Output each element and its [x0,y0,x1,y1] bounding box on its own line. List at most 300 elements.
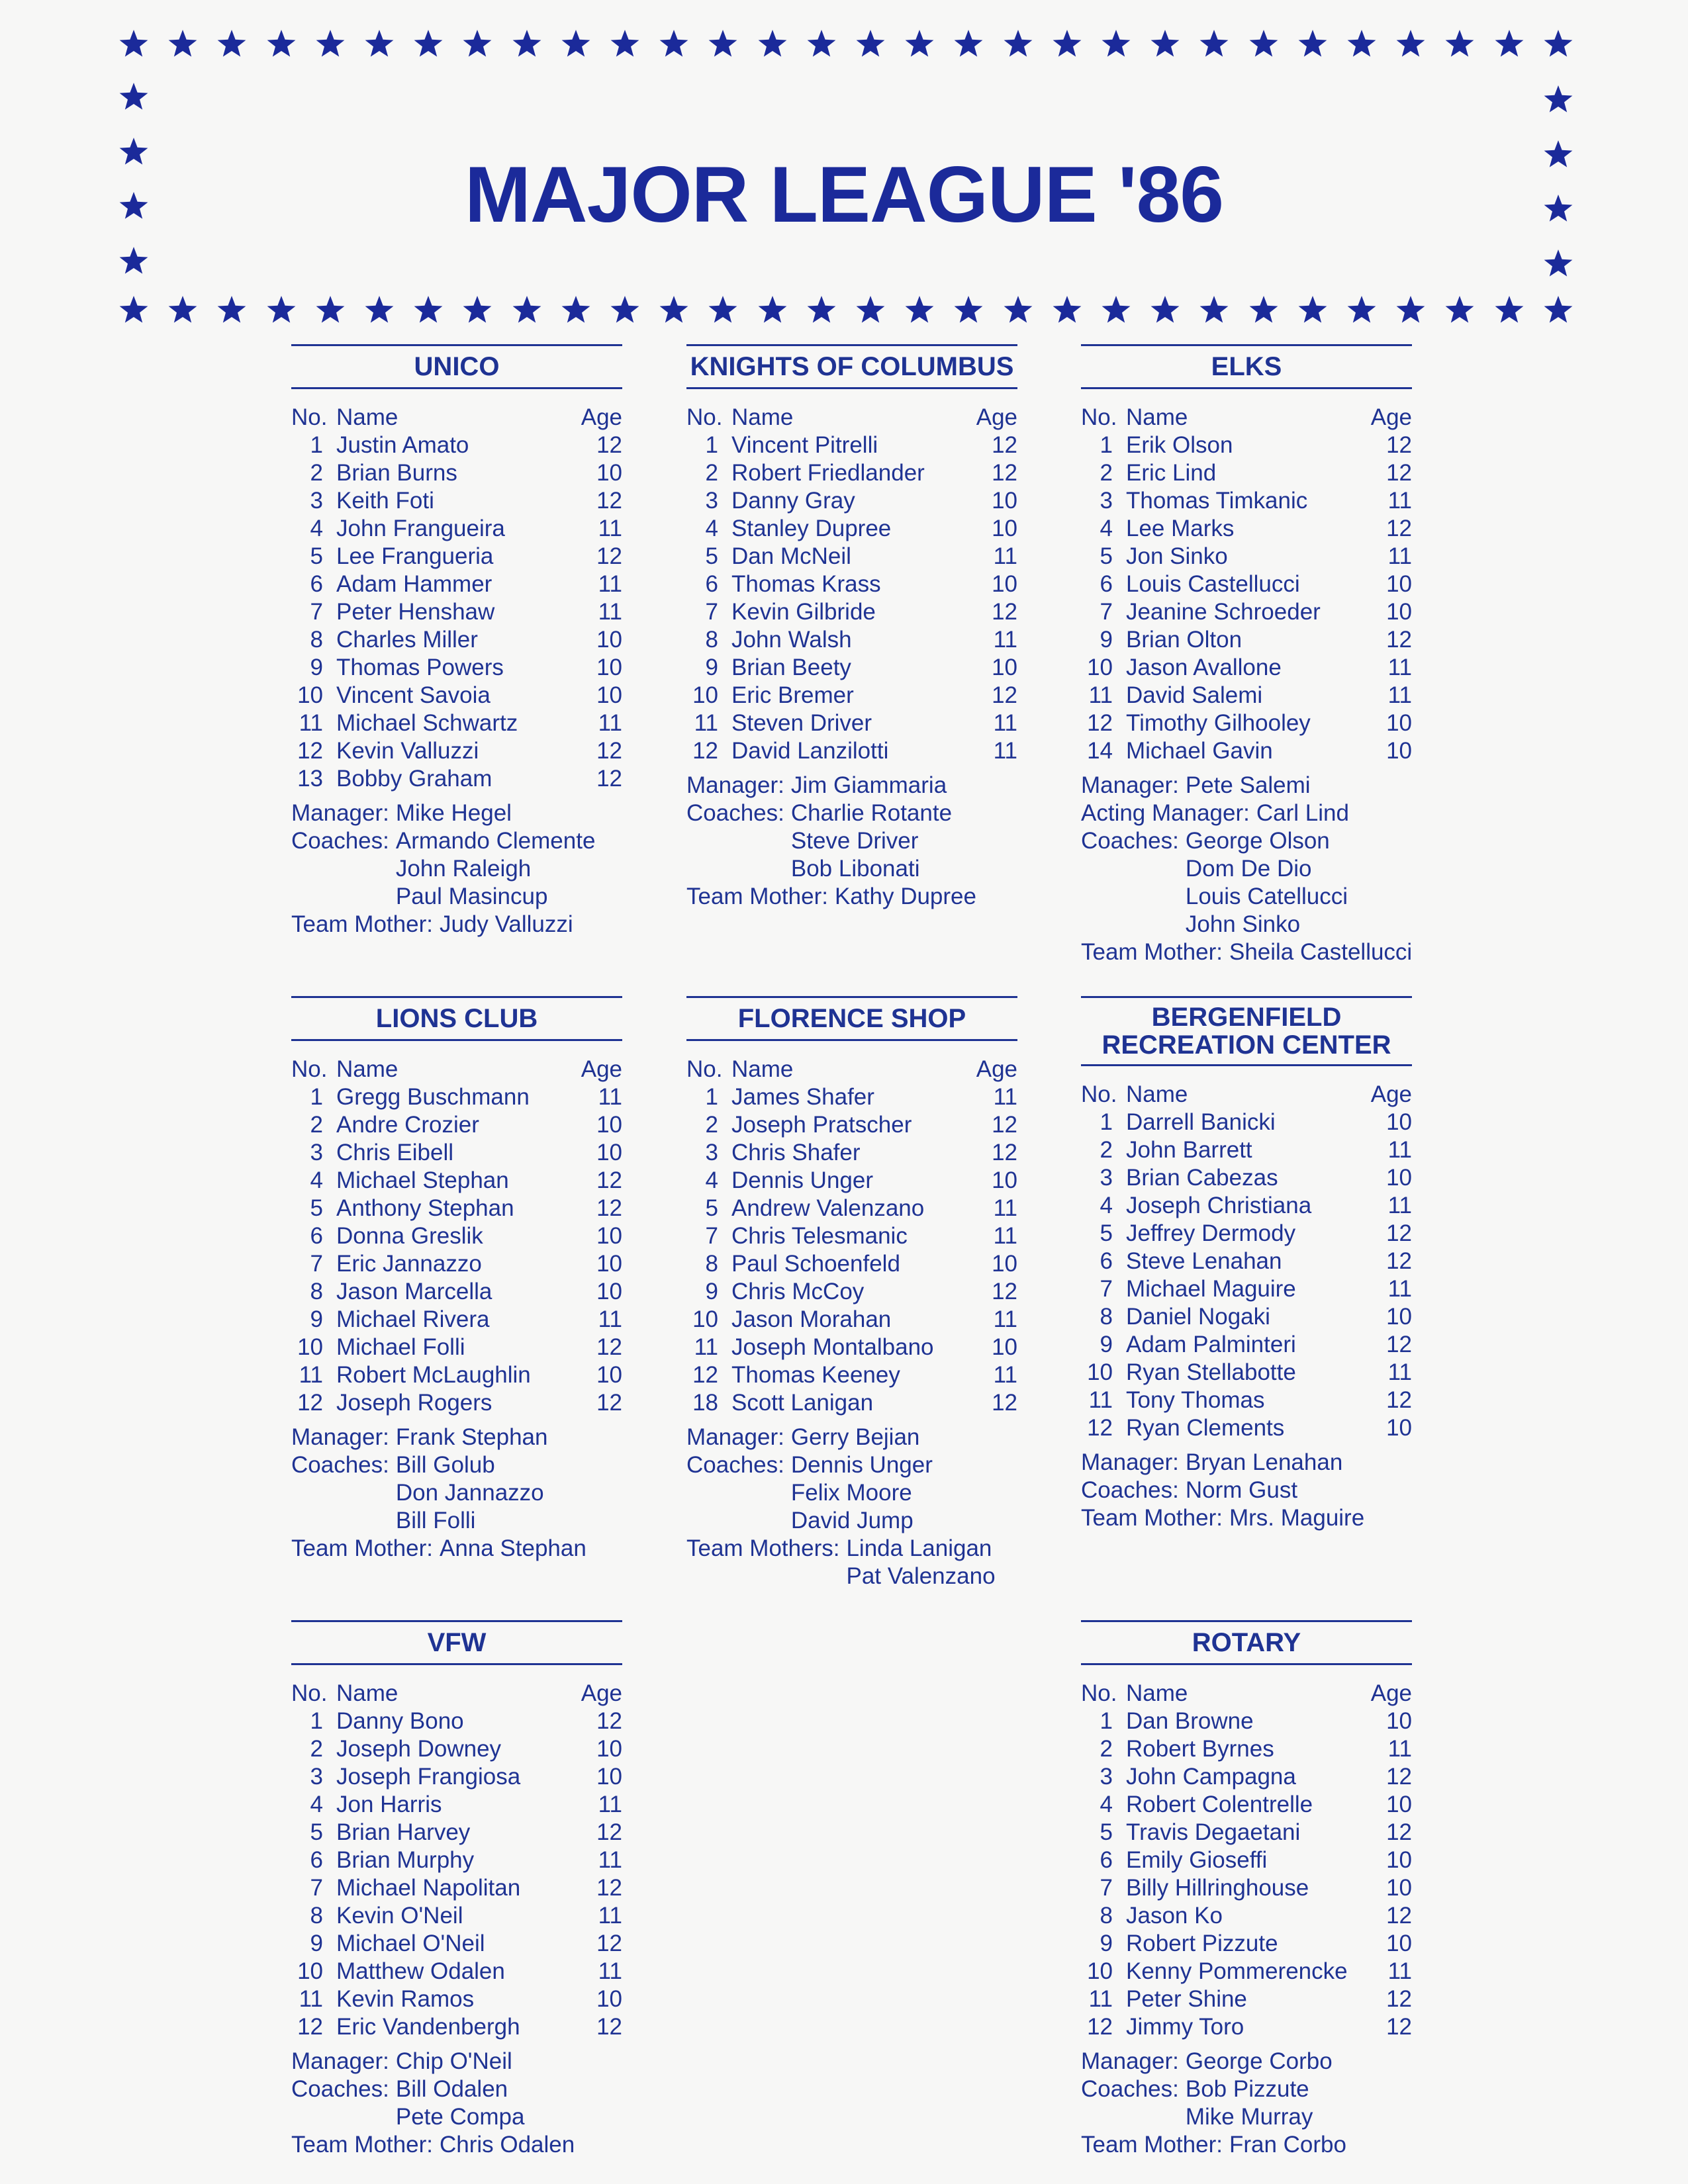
star-icon [707,28,739,60]
player-age: 10 [992,1167,1017,1193]
player-row [686,432,1017,459]
staff-name: Jim Giammaria [790,772,947,798]
player-name: Charles Miller [336,627,478,653]
player-age: 12 [992,682,1017,708]
player-number: 1 [310,432,323,458]
player-age: 12 [992,599,1017,625]
player-number: 9 [310,655,323,680]
player-row [291,1846,622,1874]
staff-name: Dennis Unger [790,1452,933,1478]
player-number: 10 [1087,655,1113,680]
team-title: LIONS CLUB [291,996,622,1041]
player-number: 4 [310,516,323,541]
player-row [1081,1930,1412,1958]
player-name: Steven Driver [731,710,872,736]
player-age: 11 [598,1792,622,1817]
player-number: 11 [1088,682,1113,708]
player-age: 11 [598,1958,622,1984]
player-row [686,1083,1017,1111]
player-row [291,1902,622,1930]
player-number: 10 [297,1334,323,1360]
player-name: Jason Avallone [1126,655,1282,680]
star-icon [118,294,150,326]
staff-name: Paul Masincup [395,884,548,909]
player-age: 12 [596,738,622,764]
player-name: Michael Stephan [336,1167,509,1193]
staff-name: Pete Salemi [1185,772,1311,798]
staff-name: Kathy Dupree [834,884,976,909]
player-name: Thomas Timkanic [1126,488,1308,514]
header-no: No. [1081,1680,1117,1706]
player-age: 12 [992,460,1017,486]
staff-line [1081,1449,1412,1477]
player-row [1081,682,1412,709]
player-age: 10 [596,1251,622,1277]
player-row [291,1819,622,1846]
staff-line [686,1424,1017,1451]
roster-header [291,1680,622,1707]
header-name: Name [1126,404,1188,430]
player-row [686,1278,1017,1306]
player-row [1081,1220,1412,1248]
player-name: Kenny Pommerencke [1126,1958,1348,1984]
player-name: Peter Shine [1126,1986,1247,2012]
player-name: Thomas Krass [731,571,881,597]
player-number: 2 [310,1736,323,1762]
player-age: 12 [1386,432,1412,458]
player-name: Tony Thomas [1126,1387,1265,1413]
staff-name: Mike Hegel [395,800,512,826]
star-icon [461,28,493,60]
staff-name: Mike Murray [1185,2104,1313,2130]
player-number: 12 [297,1390,323,1416]
staff-name: Bill Folli [395,1508,476,1533]
staff-name: Sheila Castellucci [1229,939,1413,965]
player-name: Robert Colentrelle [1126,1792,1313,1817]
player-number: 5 [1100,543,1113,569]
player-number: 2 [310,1112,323,1138]
staff-name: Armando Clemente [395,828,596,854]
staff-name: Linda Lanigan [846,1535,992,1561]
player-number: 7 [1100,1875,1113,1901]
star-icon [609,28,641,60]
player-number: 7 [310,1875,323,1901]
player-row [291,626,622,654]
player-name: John Frangueira [336,516,505,541]
player-age: 10 [596,1736,622,1762]
player-age: 12 [596,766,622,792]
star-icon [412,294,444,326]
player-number: 1 [1100,432,1113,458]
player-name: Kevin O'Neil [336,1903,463,1929]
roster-header [1081,1081,1412,1109]
player-row [1081,543,1412,570]
staff-role: Manager: [1081,2048,1179,2074]
player-number: 8 [705,1251,718,1277]
player-number: 5 [705,543,718,569]
star-icon [1542,294,1574,326]
player-name: Jon Sinko [1126,543,1228,569]
player-name: Michael Maguire [1126,1276,1296,1302]
staff-name: Bill Odalen [395,2076,508,2102]
player-number: 2 [1100,1736,1113,1762]
player-name: John Campagna [1126,1764,1296,1790]
player-name: Darrell Banicki [1126,1109,1276,1135]
player-row [291,598,622,626]
player-age: 10 [1386,1847,1412,1873]
player-row [1081,1707,1412,1735]
player-row [291,682,622,709]
player-name: Eric Jannazzo [336,1251,482,1277]
staff-line [1081,799,1412,827]
header-age: Age [1370,1680,1412,1706]
staff-name: Steve Driver [790,828,919,854]
player-age: 10 [596,1279,622,1304]
player-age: 10 [596,1362,622,1388]
star-icon [1297,28,1329,60]
player-number: 5 [1100,1220,1113,1246]
star-icon [1297,294,1329,326]
player-name: Jeffrey Dermody [1126,1220,1296,1246]
player-age: 11 [598,1306,622,1332]
star-icon [1444,294,1476,326]
player-age: 12 [1386,627,1412,653]
player-row [1081,1791,1412,1819]
staff-list [291,799,622,938]
staff-line [1081,1504,1412,1532]
player-row [291,487,622,515]
star-icon [560,294,592,326]
player-row [686,709,1017,737]
star-icon [1100,28,1132,60]
player-row [686,1222,1017,1250]
player-name: Jason Morahan [731,1306,892,1332]
player-age: 11 [1387,488,1412,514]
staff-name: Fran Corbo [1229,2132,1346,2158]
staff-role: Coaches: [291,2076,389,2102]
roster-header [1081,404,1412,432]
player-age: 12 [596,1875,622,1901]
player-row [686,1195,1017,1222]
player-name: Joseph Montalbano [731,1334,934,1360]
header-name: Name [1126,1081,1188,1107]
staff-line [686,883,1017,911]
header-name: Name [731,1056,794,1082]
player-name: Michael Napolitan [336,1875,521,1901]
player-number: 5 [1100,1819,1113,1845]
team-florence-shop [686,996,1017,1590]
page-title: MAJOR LEAGUE '86 [464,150,1224,239]
player-name: Brian Cabezas [1126,1165,1278,1191]
header-no: No. [686,404,723,430]
player-name: Dan Browne [1126,1708,1254,1734]
staff-line [1081,2048,1412,2075]
player-number: 6 [310,1223,323,1249]
player-row [1081,459,1412,487]
staff-role: Team Mother: [1081,939,1223,965]
player-name: Kevin Gilbride [731,599,876,625]
player-age: 10 [1386,1931,1412,1956]
player-age: 10 [1386,710,1412,736]
player-age: 12 [1386,1220,1412,1246]
player-row [291,2013,622,2041]
player-row [291,1250,622,1278]
star-icon [1542,28,1574,60]
staff-list [686,1424,1017,1590]
player-row [291,1083,622,1111]
player-number: 10 [1087,1958,1113,1984]
player-row [291,1763,622,1791]
player-row [686,570,1017,598]
player-name: Robert Friedlander [731,460,925,486]
player-age: 11 [993,1223,1017,1249]
player-number: 1 [310,1084,323,1110]
player-age: 10 [992,1334,1017,1360]
player-row [291,515,622,543]
player-row [686,1361,1017,1389]
header-age: Age [976,404,1017,430]
player-age: 12 [1386,1986,1412,2012]
player-age: 10 [596,1764,622,1790]
player-row [291,1389,622,1417]
team-title: ROTARY [1081,1620,1412,1665]
team-title: UNICO [291,344,622,389]
player-row [291,737,622,765]
team-title-line: RECREATION CENTER [1102,1030,1391,1060]
player-row [686,1139,1017,1167]
player-number: 9 [705,655,718,680]
player-number: 3 [1100,488,1113,514]
team-vfw [291,1620,622,2159]
staff-role: Coaches: [1081,2076,1179,2102]
player-number: 3 [310,488,323,514]
player-name: Robert McLaughlin [336,1362,531,1388]
player-number: 7 [1100,1276,1113,1302]
player-age: 11 [598,516,622,541]
header-no: No. [291,1056,328,1082]
player-age: 12 [992,1279,1017,1304]
star-icon [118,28,150,60]
player-number: 3 [705,488,718,514]
player-age: 12 [992,1390,1017,1416]
player-row [686,1167,1017,1195]
player-row [686,654,1017,682]
player-number: 9 [1100,1332,1113,1357]
player-name: Chris Telesmanic [731,1223,908,1249]
player-age: 12 [1386,1764,1412,1790]
player-age: 12 [596,1708,622,1734]
staff-name: George Corbo [1185,2048,1333,2074]
player-number: 7 [310,1251,323,1277]
player-number: 8 [310,1279,323,1304]
player-row [686,1334,1017,1361]
player-number: 5 [310,543,323,569]
player-row [1081,598,1412,626]
player-row [1081,737,1412,765]
staff-role: Coaches: [1081,1477,1179,1503]
player-age: 10 [596,1223,622,1249]
player-name: Adam Palminteri [1126,1332,1296,1357]
player-age: 12 [596,2014,622,2040]
player-name: Travis Degaetani [1126,1819,1301,1845]
player-age: 11 [993,543,1017,569]
player-age: 10 [992,516,1017,541]
star-icon [265,294,297,326]
player-number: 13 [297,766,323,792]
player-name: Michael O'Neil [336,1931,485,1956]
player-number: 12 [1087,2014,1113,2040]
player-name: Eric Bremer [731,682,854,708]
star-icon [216,294,248,326]
header-name: Name [336,404,399,430]
player-age: 12 [596,488,622,514]
player-row [1081,1109,1412,1136]
player-age: 11 [993,1084,1017,1110]
player-age: 12 [1386,1248,1412,1274]
player-age: 11 [598,599,622,625]
star-icon [1542,248,1574,279]
star-icon [363,28,395,60]
star-icon [904,28,935,60]
player-name: Steve Lenahan [1126,1248,1282,1274]
player-number: 8 [310,627,323,653]
header-name: Name [731,404,794,430]
player-name: Daniel Nogaki [1126,1304,1270,1330]
team-title: KNIGHTS OF COLUMBUS [686,344,1017,389]
player-number: 3 [705,1140,718,1165]
staff-name: Louis Catellucci [1185,884,1348,909]
player-row [1081,626,1412,654]
player-name: Timothy Gilhooley [1126,710,1311,736]
header-name: Name [336,1056,399,1082]
player-name: Danny Gray [731,488,855,514]
star-icon [314,294,346,326]
player-name: Vincent Pitrelli [731,432,878,458]
star-icon [658,294,690,326]
player-age: 10 [1386,1875,1412,1901]
player-name: Brian Murphy [336,1847,475,1873]
staff-name: Mrs. Maguire [1229,1505,1365,1531]
star-icon [1002,28,1034,60]
player-row [291,1874,622,1902]
player-number: 8 [705,627,718,653]
staff-line [291,2131,622,2159]
player-row [291,1139,622,1167]
player-name: Joseph Downey [336,1736,502,1762]
player-number: 11 [1088,1986,1113,2012]
player-age: 10 [1386,1708,1412,1734]
player-name: Chris Shafer [731,1140,861,1165]
player-name: Jon Harris [336,1792,442,1817]
player-age: 11 [993,738,1017,764]
staff-name: Don Jannazzo [395,1480,544,1506]
staff-name: Judy Valluzzi [439,911,573,937]
player-age: 10 [1386,1415,1412,1441]
player-age: 10 [992,1251,1017,1277]
star-icon [1493,294,1525,326]
star-icon [904,294,935,326]
staff-name: Gerry Bejian [790,1424,920,1450]
player-row [291,709,622,737]
staff-role: Manager: [1081,1449,1179,1475]
player-name: Anthony Stephan [336,1195,514,1221]
player-name: Eric Lind [1126,460,1217,486]
staff-name: Chris Odalen [439,2132,575,2158]
player-name: Thomas Powers [336,655,504,680]
player-age: 10 [596,1140,622,1165]
staff-line [291,1451,622,1479]
player-age: 10 [596,1112,622,1138]
staff-name: Charlie Rotante [790,800,953,826]
player-number: 4 [1100,1792,1113,1817]
player-row [686,487,1017,515]
staff-name: Chip O'Neil [395,2048,512,2074]
star-icon [806,294,837,326]
player-number: 5 [310,1195,323,1221]
player-name: Dennis Unger [731,1167,873,1193]
player-number: 5 [705,1195,718,1221]
player-age: 11 [1387,655,1412,680]
player-age: 10 [1386,738,1412,764]
player-number: 12 [692,738,718,764]
player-age: 10 [596,655,622,680]
player-name: Brian Beety [731,655,851,680]
player-name: Michael Rivera [336,1306,490,1332]
player-number: 12 [1087,1415,1113,1441]
player-row [1081,1985,1412,2013]
player-number: 4 [705,1167,718,1193]
team-unico [291,344,622,938]
player-age: 11 [598,1847,622,1873]
staff-role: Team Mother: [291,1535,433,1561]
player-row [686,1250,1017,1278]
header-age: Age [1370,1081,1412,1107]
player-row [291,1222,622,1250]
player-name: Kevin Ramos [336,1986,475,2012]
staff-role: Team Mother: [686,884,828,909]
player-number: 1 [1100,1109,1113,1135]
player-row [1081,487,1412,515]
player-row [291,1930,622,1958]
player-number: 2 [705,460,718,486]
player-age: 11 [598,1084,622,1110]
player-number: 12 [692,1362,718,1388]
star-icon [1051,294,1083,326]
header-age: Age [1370,404,1412,430]
star-icon [363,294,395,326]
player-number: 11 [299,710,323,736]
player-name: Paul Schoenfeld [731,1251,900,1277]
star-icon [855,294,886,326]
header-age: Age [976,1056,1017,1082]
star-icon [855,28,886,60]
player-number: 11 [694,710,718,736]
player-row [1081,1846,1412,1874]
player-number: 9 [1100,627,1113,653]
player-row [1081,1735,1412,1763]
staff-name: Bob Pizzute [1185,2076,1309,2102]
roster-header [686,404,1017,432]
player-number: 2 [310,460,323,486]
staff-name: Frank Stephan [395,1424,548,1450]
staff-name: Bryan Lenahan [1185,1449,1343,1475]
player-row [291,1306,622,1334]
player-age: 12 [992,1112,1017,1138]
header-age: Age [581,404,622,430]
player-row [291,1334,622,1361]
player-number: 7 [1100,599,1113,625]
star-icon [1100,294,1132,326]
